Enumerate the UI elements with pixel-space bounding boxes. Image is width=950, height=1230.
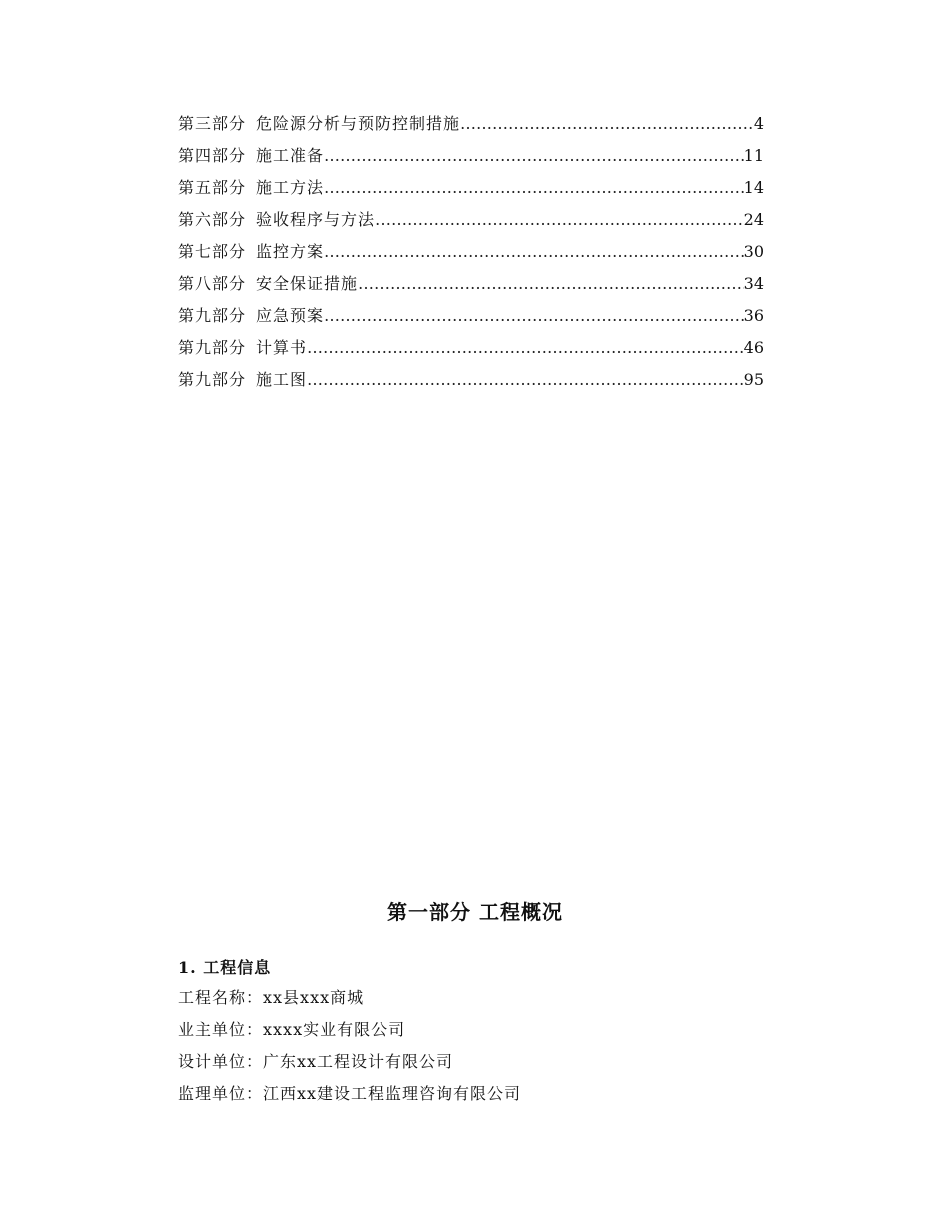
project-info-subheading: 1. 工程信息 <box>178 958 272 977</box>
toc-entry[interactable] <box>178 144 764 176</box>
table-of-contents <box>178 112 764 400</box>
toc-entry[interactable] <box>178 208 764 240</box>
toc-dot-leader <box>307 336 744 360</box>
toc-title: 施工方法 <box>256 178 325 197</box>
section-heading: 第一部分 工程概况 <box>387 900 563 924</box>
design-unit-row: 设计单位：广东xx工程设计有限公司 <box>178 1052 454 1071</box>
toc-page-number: 36 <box>743 306 764 325</box>
toc-part-label: 第四部分 <box>178 146 247 165</box>
toc-entry[interactable] <box>178 112 764 144</box>
project-name-row: 工程名称：xx县xxx商城 <box>178 988 365 1007</box>
toc-entry[interactable] <box>178 272 764 304</box>
toc-entry[interactable] <box>178 368 764 400</box>
toc-page-number: 14 <box>743 178 764 197</box>
toc-page-number: 30 <box>743 242 764 261</box>
toc-entry[interactable] <box>178 336 764 368</box>
supervision-unit-row: 监理单位：江西xx建设工程监理咨询有限公司 <box>178 1084 522 1103</box>
toc-dot-leader <box>324 240 744 264</box>
toc-entry[interactable] <box>178 176 764 208</box>
toc-dot-leader <box>375 208 744 232</box>
toc-part-label: 第六部分 <box>178 210 247 229</box>
toc-part-label: 第九部分 <box>178 338 247 357</box>
toc-page-number: 24 <box>743 210 764 229</box>
project-info-list <box>178 986 521 1114</box>
toc-page-number: 11 <box>743 146 764 165</box>
toc-dot-leader <box>358 272 744 296</box>
toc-title: 危险源分析与预防控制措施 <box>256 114 461 133</box>
toc-dot-leader <box>307 368 744 392</box>
toc-dot-leader <box>324 304 744 328</box>
toc-part-label: 第七部分 <box>178 242 247 261</box>
toc-title: 施工准备 <box>256 146 325 165</box>
toc-part-label: 第五部分 <box>178 178 247 197</box>
toc-page-number: 95 <box>743 370 764 389</box>
toc-title: 施工图 <box>256 370 308 389</box>
toc-page-number: 4 <box>753 114 764 133</box>
toc-dot-leader <box>460 112 754 136</box>
toc-title: 验收程序与方法 <box>256 210 376 229</box>
toc-page-number: 34 <box>743 274 764 293</box>
toc-title: 应急预案 <box>256 306 325 325</box>
toc-part-label: 第八部分 <box>178 274 247 293</box>
toc-dot-leader <box>324 176 744 200</box>
toc-page-number: 46 <box>743 338 764 357</box>
toc-title: 安全保证措施 <box>256 274 359 293</box>
owner-unit-row: 业主单位：xxxx实业有限公司 <box>178 1020 406 1039</box>
toc-title: 计算书 <box>256 338 308 357</box>
toc-entry[interactable] <box>178 304 764 336</box>
toc-part-label: 第三部分 <box>178 114 247 133</box>
toc-entry[interactable] <box>178 240 764 272</box>
toc-title: 监控方案 <box>256 242 325 261</box>
toc-part-label: 第九部分 <box>178 306 247 325</box>
toc-dot-leader <box>324 144 744 168</box>
toc-part-label: 第九部分 <box>178 370 247 389</box>
